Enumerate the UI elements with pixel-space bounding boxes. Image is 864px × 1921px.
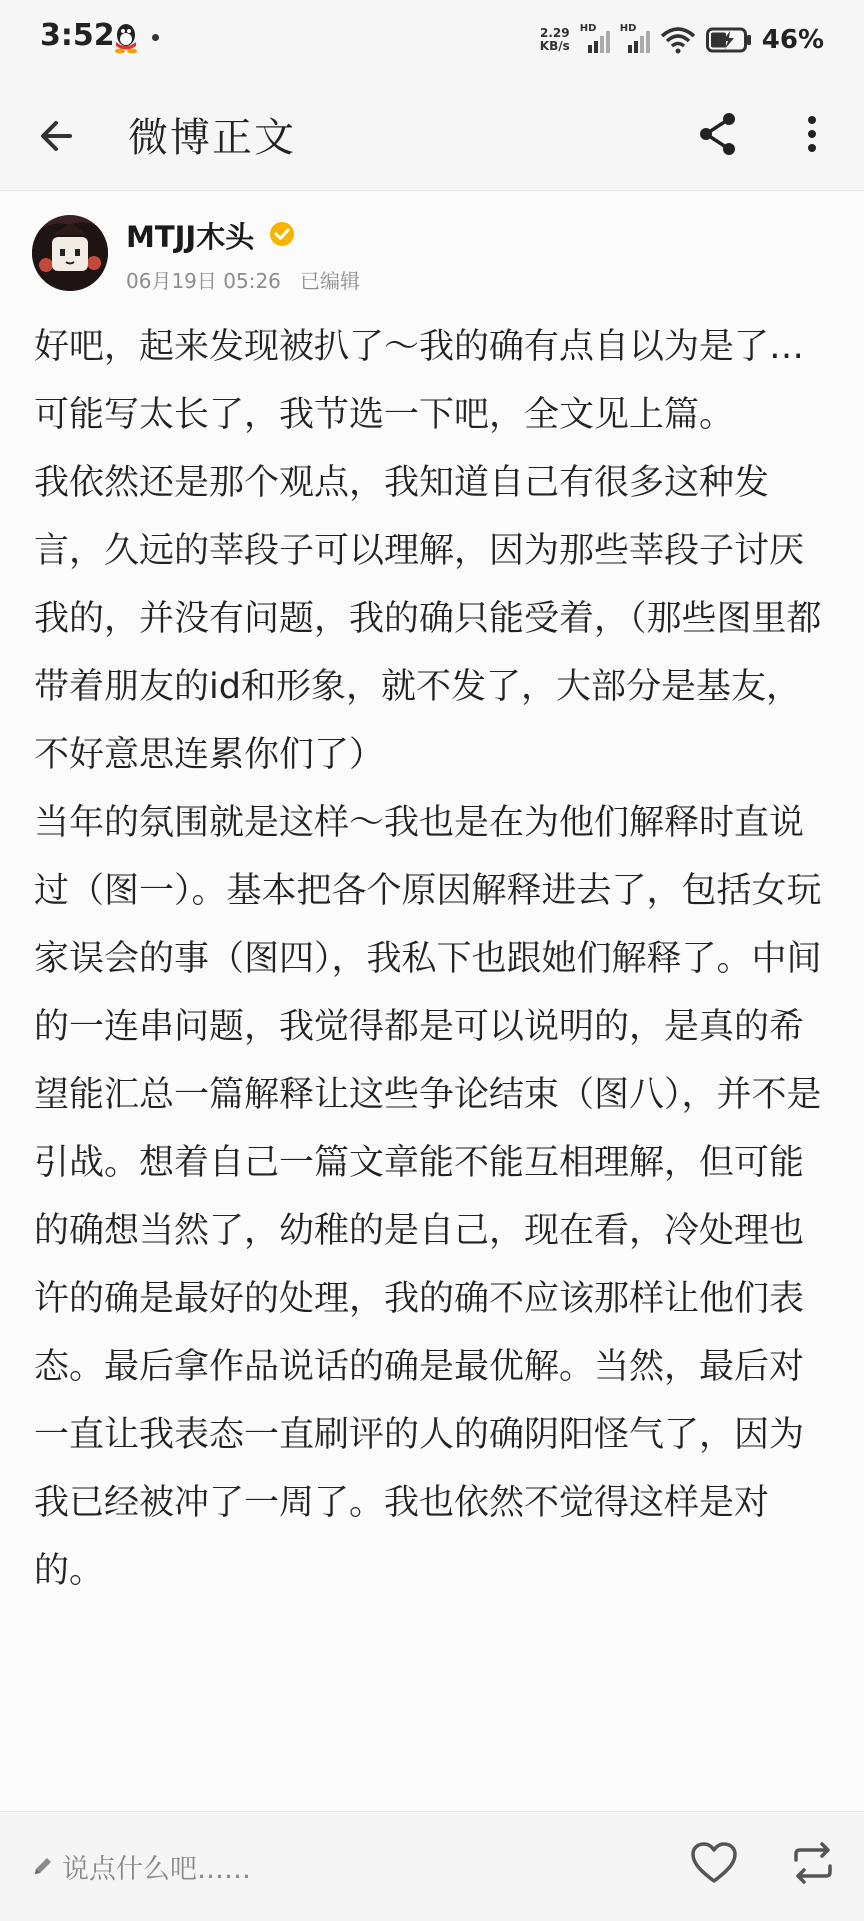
repost-icon[interactable] bbox=[790, 1840, 836, 1886]
back-arrow-icon[interactable] bbox=[30, 108, 86, 164]
signal-sim2-icon: HD bbox=[620, 27, 650, 53]
signal-sim1-icon: HD bbox=[580, 27, 610, 53]
qq-penguin-icon bbox=[112, 22, 140, 54]
comment-placeholder: 说点什么吧…… bbox=[62, 1853, 251, 1885]
page-title: 微博正文 bbox=[128, 115, 296, 161]
post-body: 好吧，起来发现被扒了～我的确有点自以为是了… 可能写太长了，我节选一下吧，全文见上篇。 我依然还是那个观点，我知道自己有很多这种发言，久远的莘段子可以理解，因为那些莘段子讨厌我的，并没有问题，我的确只能受着，（那些图里都带着朋友的id和形象，就不发了，大部分是基友，不好意思连累你们了） 当年的氛围就是这样～我也是在为他们解释时直说过（图一）。基本把各个原因解释进去了，包括女玩家误会的事（图四），我私下也跟她们解释了。中间的一连串问题，我觉得都是可以说明的，是真的希望能汇总一篇解释让这些争论结束（图八），并不是引战。想着自己一篇文章能不能互相理解，但可能的确想当然了，幼稚的是自己，现在看，冷处理也许的确是最好的处理，我的确不应该那样让他们表态。最后拿作品说话的确是最优解。当然，最后对一直让我表态一直刷评的人的确阴阳怪气了，因为我已经被冲了一周了。我也依然不觉得这样是对的。 bbox=[34, 327, 822, 1591]
notification-dot-icon bbox=[152, 34, 159, 41]
post-timestamp: 06月19日 05:26 已编辑 bbox=[126, 269, 360, 293]
bottom-action-bar bbox=[0, 1811, 864, 1921]
share-icon[interactable] bbox=[690, 106, 746, 162]
avatar[interactable] bbox=[32, 215, 108, 291]
battery-charging-icon bbox=[706, 27, 752, 53]
author-name[interactable]: MTJJ木头 bbox=[126, 220, 255, 254]
comment-input[interactable] bbox=[32, 1838, 632, 1894]
pencil-icon bbox=[32, 1855, 54, 1877]
network-speed: 2.29 KB/s bbox=[539, 26, 570, 53]
battery-percent: 46% bbox=[761, 25, 824, 55]
more-vertical-icon[interactable] bbox=[790, 106, 834, 162]
status-bar bbox=[0, 0, 864, 80]
status-time: 3:52 bbox=[40, 18, 115, 53]
heart-icon[interactable] bbox=[690, 1840, 738, 1886]
verified-badge-icon bbox=[268, 220, 296, 248]
post-content bbox=[0, 191, 864, 1811]
top-app-bar bbox=[0, 80, 864, 191]
wifi-icon bbox=[660, 26, 696, 54]
